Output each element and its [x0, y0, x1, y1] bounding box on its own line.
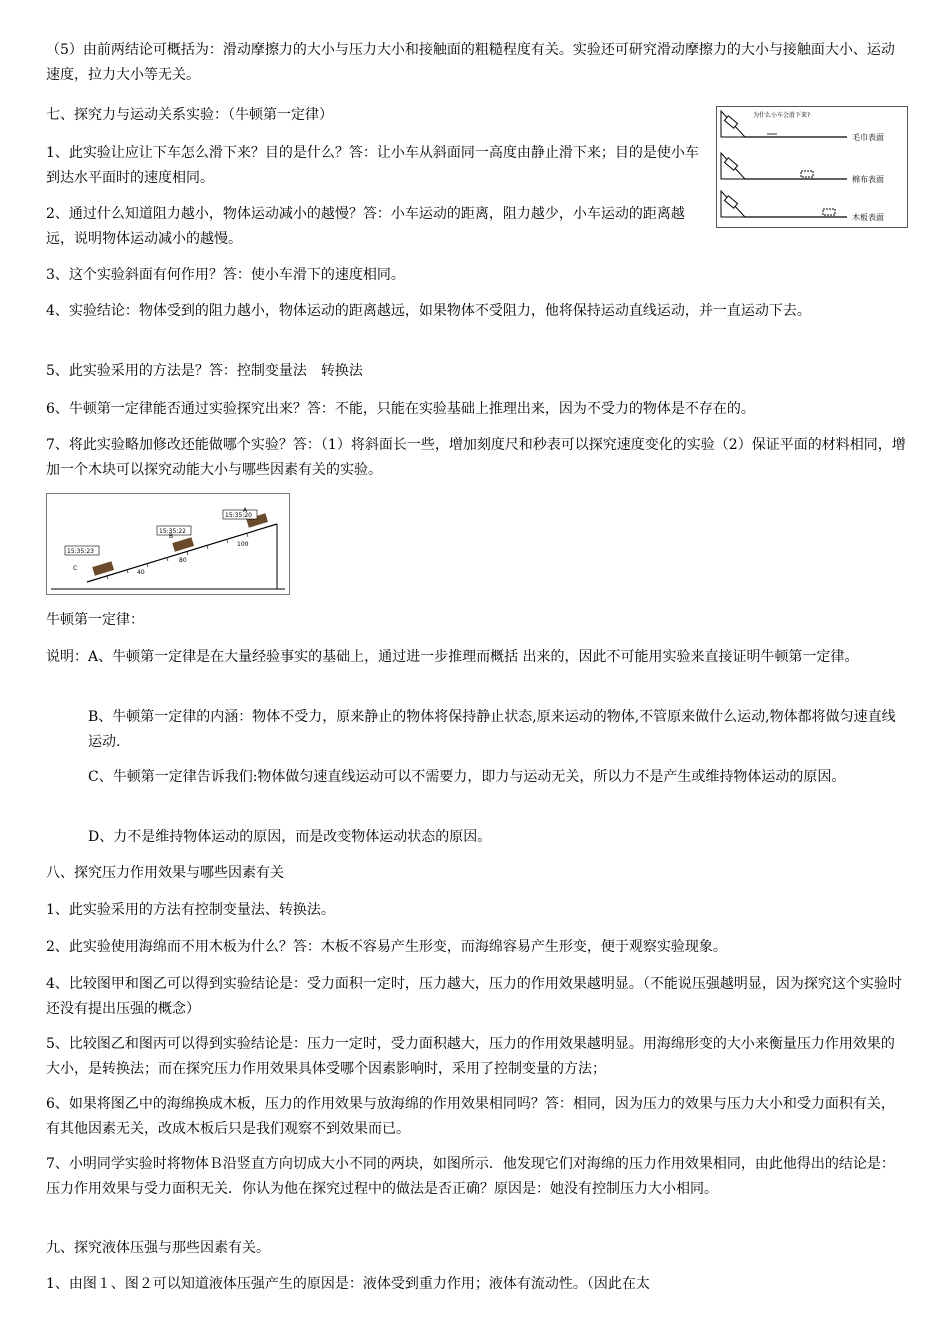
timer-top: 15:35:20	[225, 512, 252, 519]
newton-law-heading: 牛顿第一定律：	[46, 612, 144, 628]
figure-question: 为什么小车会滑下来?	[753, 112, 811, 119]
newton-first-law-figure	[716, 106, 908, 228]
paragraph-8-q1: 1、此实验采用的方法有控制变量法、转换法。	[46, 902, 335, 918]
timer-middle: 15:35:22	[159, 528, 186, 535]
mark-a: A	[243, 507, 248, 514]
mark-40: 40	[137, 569, 145, 576]
section-8-heading: 八、探究压力作用效果与哪些因素有关	[46, 865, 284, 881]
surface-label-towel: 毛巾表面	[852, 133, 884, 142]
paragraph-8-q4: 4、比较图甲和图乙可以得到实验结论是：受力面积一定时，压力越大，压力的作用效果越明显。（不能说压强越明显，因为探究这个实验时还没有提出压强的概念）	[46, 976, 902, 1017]
ramp-group-wood	[721, 191, 884, 222]
mark-b: B	[169, 533, 174, 540]
surface-label-cotton: 棉布表面	[852, 175, 884, 184]
explanation-a: 说明：A、牛顿第一定律是在大量经验事实的基础上，通过进一步推理而概括 出来的，因此不可能用实验来直接证明牛顿第一定律。	[46, 649, 859, 665]
paragraph-7-q2: 2、通过什么知道阻力越小，物体运动减小的越慢？答：小车运动的距离，阻力越少，小车运动的距离越远，说明物体运动减小的越慢。	[46, 206, 685, 247]
ramp-group-towel	[721, 111, 884, 142]
section-9-heading: 九、探究液体压强与那些因素有关。	[46, 1240, 270, 1256]
timer-bottom: 15:35:23	[67, 548, 94, 555]
paragraph-8-q5: 5、比较图乙和图丙可以得到实验结论是：压力一定时，受力面积越大，压力的作用效果越明显。用海绵形变的大小来衡量压力作用效果的大小，是转换法；而在探究压力作用效果具体受哪个因素影响时，采用了控制变量的方法；	[46, 1036, 895, 1077]
paragraph-friction-conclusion: （5）由前两结论可概括为：滑动摩擦力的大小与压力大小和接触面的粗糙程度有关。实验还可研究滑动摩擦力的大小与接触面大小、运动速度，拉力大小等无关。	[46, 42, 895, 83]
paragraph-7-q1: 1、此实验让应让下车怎么滑下来？目的是什么？答：让小车从斜面同一高度由静止滑下来；目的是使小车到达水平面时的速度相同。	[46, 145, 699, 186]
ramp-group-cotton	[721, 153, 884, 184]
paragraph-7-q4: 4、实验结论：物体受到的阻力越小，物体运动的距离越远，如果物体不受阻力，他将保持运动直线运动，并一直运动下去。	[46, 303, 811, 319]
explanation-d: D、力不是维持物体运动的原因，而是改变物体运动状态的原因。	[88, 829, 492, 845]
mark-100: 100	[237, 541, 249, 548]
section-7-heading: 七、探究力与运动关系实验：（牛顿第一定律）	[46, 107, 333, 123]
paragraph-7-q5: 5、此实验采用的方法是？答：控制变量法 转换法	[46, 363, 363, 379]
mark-c: C	[73, 565, 78, 572]
surface-label-wood: 木板表面	[852, 213, 884, 222]
paragraph-8-q6: 6、如果将图乙中的海绵换成木板，压力的作用效果与放海绵的作用效果相同吗？答：相同，因为压力的效果与压力大小和受力面积有关，有其他因素无关，改成木板后只是我们观察不到效果而已。	[46, 1096, 895, 1137]
incline-speed-figure	[46, 493, 290, 595]
paragraph-7-q6: 6、牛顿第一定律能否通过实验探究出来？答：不能，只能在实验基础上推理出来，因为不受力的物体是不存在的。	[46, 401, 755, 417]
explanation-c: C、牛顿第一定律告诉我们:物体做匀速直线运动可以不需要力，即力与运动无关，所以力不是产生或维持物体运动的原因。	[88, 769, 846, 785]
paragraph-8-q2: 2、此实验使用海绵而不用木板为什么？答：木板不容易产生形变，而海绵容易产生形变，便于观察实验现象。	[46, 939, 727, 955]
explanation-b: B、牛顿第一定律的内涵：物体不受力，原来静止的物体将保持静止状态,原来运动的物体,不管原来做什么运动,物体都将做匀速直线运动.	[88, 709, 896, 750]
paragraph-7-q3: 3、这个实验斜面有何作用？答：使小车滑下的速度相同。	[46, 267, 405, 283]
paragraph-7-q7: 7、将此实验略加修改还能做哪个实验？答：（1）将斜面长一些，增加刻度尺和秒表可以探究速度变化的实验（2）保证平面的材料相同，增加一个木块可以探究动能大小与哪些因素有关的实验。	[46, 437, 906, 478]
mark-80: 80	[179, 557, 187, 564]
paragraph-8-q7: 7、小明同学实验时将物体Ｂ沿竖直方向切成大小不同的两块，如图所示．他发现它们对海绵的压力作用效果相同，由此他得出的结论是：压力作用效果与受力面积无关．你认为他在探究过程中的做法是否正确？原因是：她没有控制压力大小相同。	[46, 1156, 895, 1197]
paragraph-9-q1: 1、由图１、图２可以知道液体压强产生的原因是：液体受到重力作用；液体有流动性。（因此在太	[46, 1276, 650, 1292]
